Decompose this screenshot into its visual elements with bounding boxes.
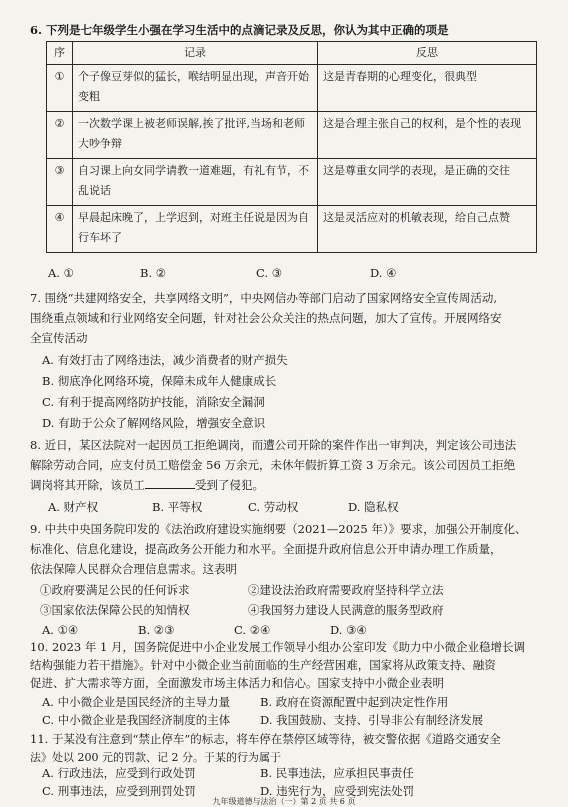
statement-4: ④我国努力建设人民满意的服务型政府 [248, 603, 444, 617]
question-10-stem-line: 结构强能力若干措施》。针对中小微企业当前面临的生产经营困难，国家将从政策支持、融资 [30, 658, 496, 672]
question-11-stem-line: 法》处以 200 元的罚款、记 2 分。于某的行为属于 [30, 751, 281, 764]
option-b[interactable]: B. 政府在资源配置中起到决定性作用 [260, 695, 449, 709]
row-index: ③ [47, 159, 73, 206]
row-index: ① [47, 65, 73, 112]
option-b[interactable]: B. 民事违法，应承担民事责任 [260, 766, 414, 780]
option-c[interactable]: C. ②④ [234, 623, 271, 637]
header-record: 记录 [73, 42, 318, 65]
row-reflect: 这是灵活应对的机敏表现，给自己点赞 [318, 206, 537, 253]
option-d[interactable]: D. 隐私权 [348, 500, 399, 514]
option-d[interactable]: D. ③④ [330, 623, 367, 637]
question-7-stem-line: 7. 围绕“共建网络安全，共享网络文明”，中央网信办等部门启动了国家网络安全宣传周活动, [30, 291, 498, 305]
option-d[interactable]: D. 违宪行为，应受到宪法处罚 [260, 784, 415, 798]
row-index: ④ [47, 206, 73, 253]
table-row [47, 206, 537, 253]
option-b[interactable]: B. 平等权 [152, 500, 203, 514]
row-reflect: 这是青春期的心理变化，很典型 [318, 65, 537, 112]
header-index: 序 [47, 42, 73, 65]
record-table [46, 41, 537, 253]
question-9-stem-line: 9. 中共中央国务院印发的《法治政府建设实施纲要（2021—2025 年）》要求，加强公开制度化、 [30, 522, 527, 536]
question-11-stem-line: 11. 于某没有注意到“禁止停车”的标志，将车停在禁停区域等待，被交警依据《道路交通安全 [30, 732, 501, 746]
row-index: ② [47, 112, 73, 159]
option-d[interactable]: D. 我国鼓励、支持、引导非公有制经济发展 [260, 713, 484, 727]
option-d[interactable]: D. 有助于公众了解网络风险，增强安全意识 [42, 416, 266, 430]
question-8-stem-line: 解除劳动合同，应支付员工赔偿金 56 万余元，未休年假折算工资 3 万余元。该公司因员工拒绝 [30, 458, 516, 472]
table-row [47, 159, 537, 206]
statement-2: ②建设法治政府需要政府坚持科学立法 [248, 583, 444, 597]
row-record: 个子像豆芽似的猛长，喉结明显出现，声音开始变粗 [73, 65, 318, 112]
option-c[interactable]: C. 劳动权 [248, 500, 299, 514]
question-8-stem-line [30, 477, 550, 493]
question-7-stem-line: 全宣传活动 [30, 331, 88, 345]
option-a[interactable]: A. 有效打击了网络违法，减少消费者的财产损失 [42, 353, 288, 367]
row-record: 一次数学课上被老师误解,挨了批评,当场和老师大吵争辩 [73, 112, 318, 159]
question-7-stem-line: 围绕重点领域和行业网络安全问题，针对社会公众关注的热点问题，加大了宣传。开展网络安 [30, 311, 502, 325]
option-b[interactable]: B. ② [140, 266, 167, 280]
option-a[interactable]: A. 行政违法，应受到行政处罚 [42, 766, 196, 780]
question-10-stem-line: 10. 2023 年 1 月，国务院促进中小企业发展工作领导小组办公室印发《助力中小微企业稳增长调 [30, 640, 525, 654]
question-6-stem: 6. 下列是七年级学生小强在学习生活中的点滴记录及反思，你认为其中正确的项是 [30, 23, 449, 37]
question-9-stem-line: 标准化、信息化建设，提高政务公开能力和水平。全面提升政府信息公开申请办理工作质量， [30, 542, 502, 556]
option-c[interactable]: C. 有利于提高网络防护技能，消除安全漏洞 [42, 395, 265, 409]
question-8-stem-line: 8. 近日，某区法院对一起因员工拒绝调岗，而遭公司开除的案件作出一审判决，判定该公司违法 [30, 438, 517, 452]
header-reflect: 反思 [318, 42, 537, 65]
question-8-text: 受到了侵犯。 [195, 478, 264, 492]
option-b[interactable]: B. ②③ [138, 623, 175, 637]
row-reflect: 这是合理主张自己的权利，是个性的表现 [318, 112, 537, 159]
statement-3: ③国家依法保障公民的知情权 [40, 603, 190, 617]
row-record: 早晨起床晚了，上学迟到，对班主任说是因为自行车坏了 [73, 206, 318, 253]
option-c[interactable]: C. 中小微企业是我国经济制度的主体 [42, 713, 231, 727]
question-8-text: 调岗将其开除，该员工 [30, 478, 145, 492]
table-row [47, 65, 537, 112]
answer-blank[interactable] [145, 478, 195, 489]
option-a[interactable]: A. ①④ [42, 623, 79, 637]
row-reflect: 这是尊重女同学的表现，是正确的交往 [318, 159, 537, 206]
question-10-stem-line: 促进、扩大需求等方面，全面激发市场主体活力和信心。国家支持中小微企业表明 [30, 676, 444, 690]
table-row [47, 112, 537, 159]
option-a[interactable]: A. 财产权 [48, 500, 99, 514]
statement-1: ①政府要满足公民的任何诉求 [40, 583, 190, 597]
row-record: 自习课上向女同学请教一道难题，有礼有节，不乱说话 [73, 159, 318, 206]
table-header-row [47, 42, 537, 65]
option-c[interactable]: C. ③ [256, 266, 283, 280]
page-footer: 九年级道德与法治（一）第 2 页 共 6 页 [212, 797, 356, 806]
option-c[interactable]: C. 刑事违法，应受到刑罚处罚 [42, 784, 196, 798]
option-b[interactable]: B. 彻底净化网络环境，保障未成年人健康成长 [42, 374, 277, 388]
question-9-stem-line: 依法保障人民群众合理信息需求。这表明 [30, 562, 237, 576]
option-a[interactable]: A. 中小微企业是国民经济的主导力量 [42, 695, 231, 709]
option-a[interactable]: A. ① [48, 266, 74, 280]
option-d[interactable]: D. ④ [370, 266, 397, 280]
